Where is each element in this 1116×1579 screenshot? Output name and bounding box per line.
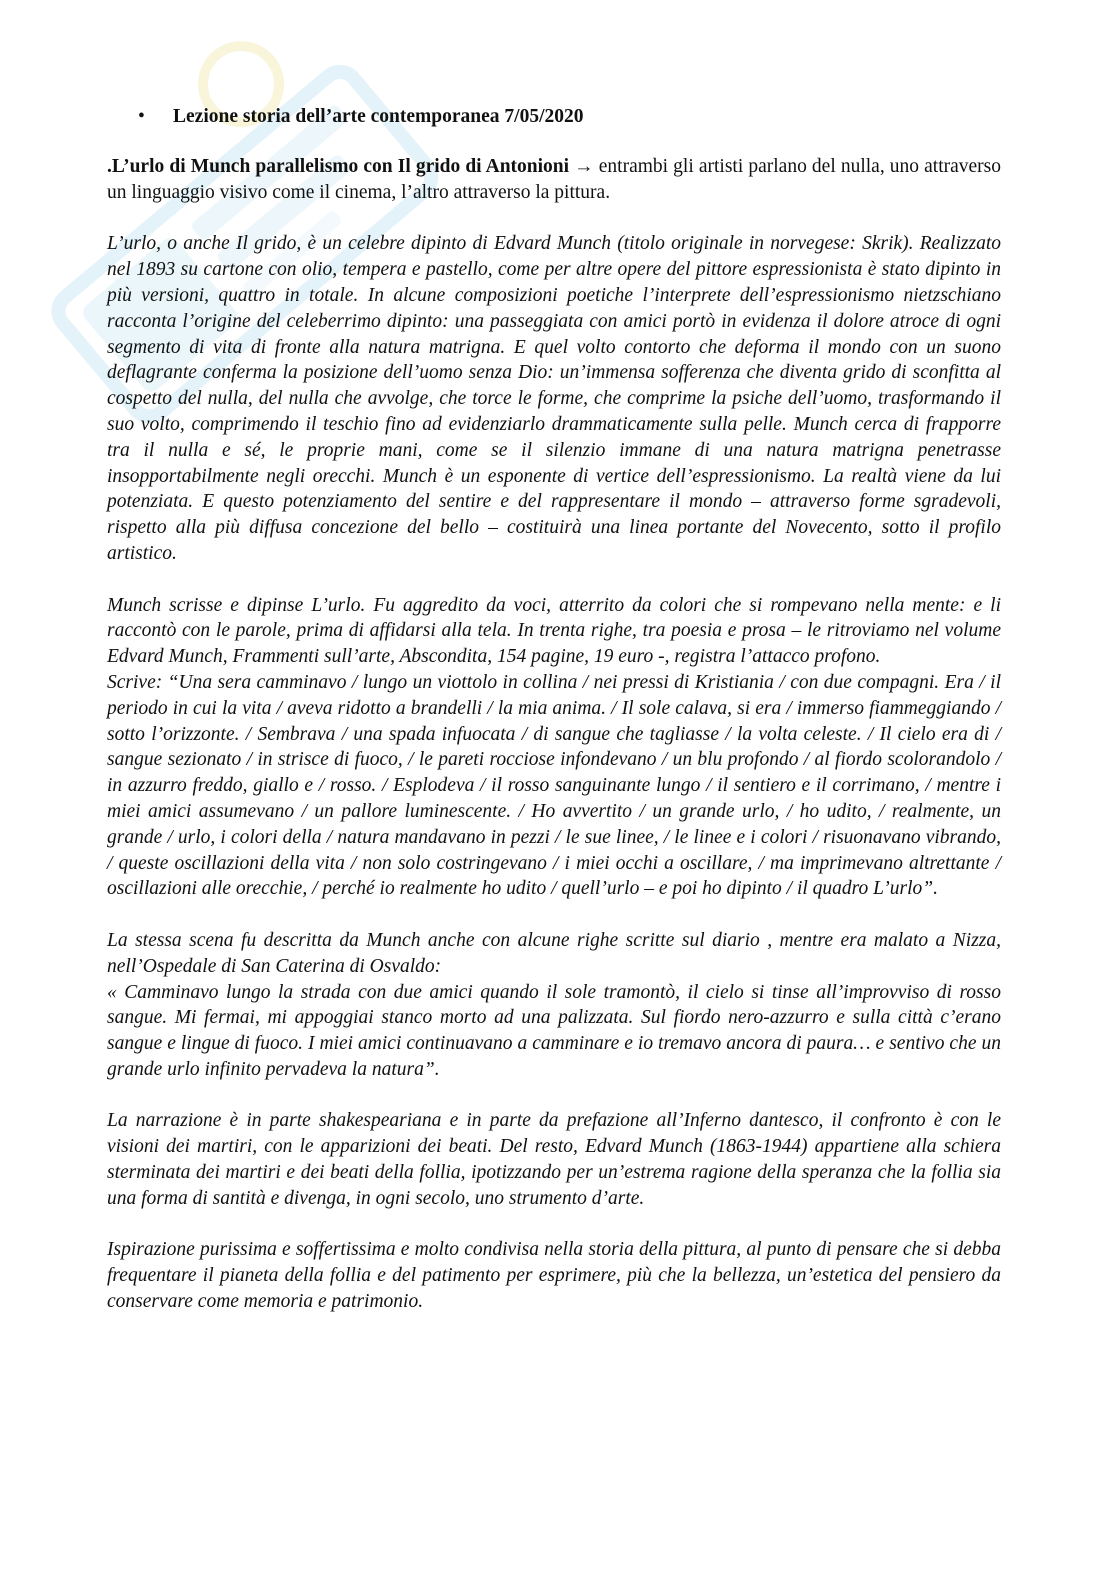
intro-paragraph [107,154,1001,206]
arrow-icon: → [574,156,594,177]
paragraph-munch-writings: Munch scrisse e dipinse L’urlo. Fu aggredito da voci, atterrito da colori che si rompevano nella mente: e li raccontò con le parole, prima di affidarsi alla tela. In trenta righe, tra poesia e prosa – le ritroviamo nel volume Edvard Munch, Frammenti sull’arte, Abscondita, 154 pagine, 19 euro -, registra l’attacco profono. [107,594,1001,668]
bullet-icon: • [138,106,145,127]
lesson-title: Lezione storia dell’arte contemporanea 7/05/2020 [173,106,584,127]
intro-lead: .L’urlo di Munch parallelismo con Il grido di Antonioni [107,156,570,177]
paragraph-diary-quote: « Camminavo lungo la strada con due amici quando il sole tramontò, il cielo si tinse all’improvviso di rosso sangue. Mi fermai, mi appoggiai stanco morto ad una palizzata. Sul fiordo nero-azzurro e sulla città c’erano sangue e lingue di fuoco. I miei amici continuavano a camminare e io tremavo ancora di paura… e sentivo che un grande urlo infinito pervadeva la natura”. [107,981,1001,1080]
lesson-heading [107,104,1001,130]
paragraph-inspiration: Ispirazione purissima e soffertissima e molto condivisa nella storia della pittura, al punto di pensare che si debba frequentare il pianeta della follia e del patimento per esprimere, più che la bellezza, un’estetica del pensiero da conservare come memoria e patrimonio. [107,1239,1001,1313]
paragraph-poem-quote: Scrive: “Una sera camminavo / lungo un viottolo in collina / nei pressi di Kristiania / con due compagni. Era / il periodo in cui la vita / aveva ridotto a brandelli / la mia anima. / Il sole calava, si era / immerso fiammeggiando / sotto l’orizzonte. / Sembrava / una spada infuocata / di sangue che tagliasse / la volta celeste. / Il cielo era di / sangue sezionato / in strisce di fuoco, / le pareti rocciose infondevano / un blu profondo / al fiordo scolorandolo / in azzurro freddo, giallo e / rosso. / Esplodeva / il rosso sanguinante lungo / il sentiero e il corrimano, / mentre i miei amici assumevano / un pallore luminescente. / Ho avvertito / un grande urlo, / ho udito, / realmente, un grande / urlo, i colori della / natura mandavano in pezzi / le sue linee, / le linee e i colori / risuonavano vibrando, / queste oscillazioni della vita / non solo costringevano / i miei occhi a oscillare, / ma imprimevano altrettante / oscillazioni alle orecchie, / perché io realmente ho udito / quell’urlo – e poi ho dipinto / il quadro L’urlo”. [107,671,1001,900]
paragraph-scream-description: L’urlo, o anche Il grido, è un celebre dipinto di Edvard Munch (titolo originale in norvegese: Skrik). Realizzato nel 1893 su cartone con olio, tempera e pastello, come per altre opere del pittore espressionista è stato dipinto in più versioni, quattro in totale. In alcune composizioni poetiche l’interprete dell’espressionismo nietzschiano racconta l’origine del celeberrimo dipinto: una passeggiata con amici portò in evidenza il dolore atroce di ogni segmento di vita di fronte alla natura matrigna. E quel volto contorto che deforma il mondo con un suono deflagrante conferma la posizione dell’uomo senza Dio: un’immensa sofferenza che diventa grido di sconfitta al cospetto del nulla, del nulla che avvolge, che torce le forme, che comprime la psiche dell’uomo, trasformando il suo volto, comprimendo il teschio fino ad evidenziarlo drammaticamente sulla pelle. Munch cerca di frapporre tra il nulla e sé, le proprie mani, come se il silenzio immane di una natura matrigna penetrasse insopportabilmente negli orecchi. Munch è un esponente di vertice dell’espressionismo. La realtà viene da lui potenziata. E questo potenziamento del sentire e del rappresentare il mondo – attraverso forme sgradevoli, rispetto alla più diffusa concezione del bello – costituirà una linea portante del Novecento, sotto il profilo artistico. [107,233,1001,564]
document-body [107,104,1001,1315]
paragraph-diary-intro: La stessa scena fu descritta da Munch anche con alcune righe scritte sul diario , mentre era malato a Nizza, nell’Ospedale di San Caterina di Osvaldo: [107,929,1001,977]
paragraph-narration: La narrazione è in parte shakespeariana e in parte da prefazione all’Inferno dantesco, il confronto è con le visioni dei martiri, con le apparizioni dei beati. Del resto, Edvard Munch (1863-1944) appartiene alla schiera sterminata dei martiri e dei beati della follia, ipotizzando per un’estrema ragione della speranza che la follia sia una forma di santità e divenga, in ogni secolo, uno strumento d’arte. [107,1110,1001,1209]
intro-text: entrambi gli artisti parlano del nulla, uno attraverso un linguaggio visivo come il cinema, l’altro attraverso la pittura. [107,156,1002,203]
